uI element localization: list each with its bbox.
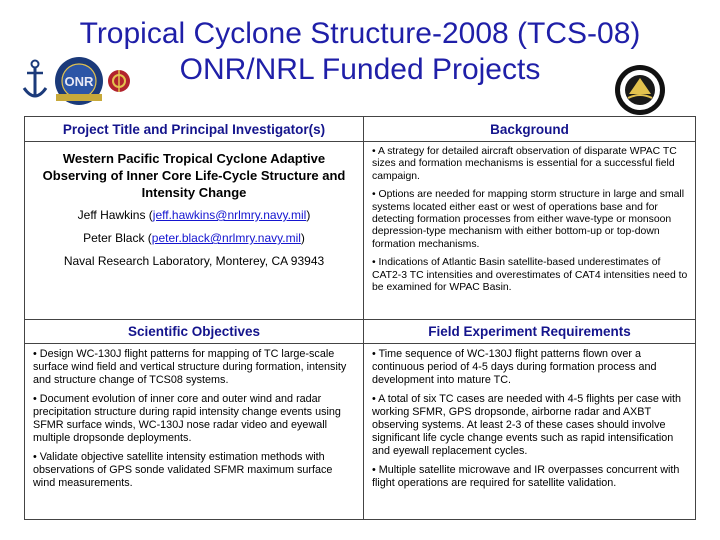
field-requirements-header: Field Experiment Requirements [363,319,695,343]
requirement-bullet: • Time sequence of WC-130J flight patterns flown over a continuous period of 4-5 days during formation process and development into mature TC. [372,348,657,386]
scientific-objectives-header: Scientific Objectives [25,319,363,343]
background-cell [363,141,695,319]
requirement-bullet: • Multiple satellite microwave and IR overpasses concurrent with flight operations are required for satellite validation. [372,464,680,489]
objectives-cell [25,343,363,519]
project-summary-table [24,116,696,520]
objective-bullet: • Document evolution of inner core and outer wind and radar precipitation structure during rapid intensity change events using SFMR surface winds, WC-130J nose radar video and eyewall multiple dropsonde deployments. [33,393,341,444]
project-info-cell [25,141,363,319]
project-title: Western Pacific Tropical Cyclone Adaptive Observing of Inner Core Life-Cycle Structure and Intensity Change [42,151,346,200]
project-title-header: Project Title and Principal Investigator(s) [62,121,326,137]
pi-1-email-link[interactable]: jeff.hawkins@nrlmry.navy.mil [152,208,307,222]
title-line-1: Tropical Cyclone Structure-2008 (TCS-08) [79,17,641,50]
title-line-2: ONR/NRL Funded Projects [179,53,541,86]
anchor-icon [24,61,46,97]
objective-bullet: • Design WC-130J flight patterns for mapping of TC large-scale surface wind field and vertical structure during formation, intensity and structure change of TCS08 systems. [33,348,347,386]
organization: Naval Research Laboratory, Monterey, CA 93943 [63,254,325,268]
requirement-bullet: • A total of six TC cases are needed with 4-5 flights per case with working SFMR, GPS dropsonde, airborne radar and AXBT observing systems. At least 2-3 of these cases should involve significant life cycle change events such as rapid intensification and eyewall replacement cycles. [372,393,682,457]
nrl-seal [614,64,666,116]
pi-2: Peter Black (peter.black@nrlmry.navy.mil) [83,231,305,245]
background-header: Background [363,117,695,141]
background-bullet: • Options are needed for mapping storm structure in large and small systems located either east or west of operations base and for detecting formation processes from either wave-type or monsoon depression-type mechanism with either bottom-up or top-down formation mechanisms. [372,189,685,250]
requirements-cell [363,343,695,519]
objective-bullet: • Validate objective satellite intensity estimation methods with observations of GPS sonde validated SFMR maximum surface wind measurements. [33,451,333,489]
background-bullet: • Indications of Atlantic Basin satellite-based underestimates of CAT2-3 TC intensities and overestimates of CAT4 intensities need to be examined for WPAC Basin. [372,257,688,294]
svg-text:ONR: ONR [64,74,94,89]
background-bullet: • A strategy for detailed aircraft observation of disparate WPAC TC sizes and formation mechanisms is essential for a successful field campaign. [372,146,677,182]
pi-2-email-link[interactable]: peter.black@nrlmry.navy.mil [151,231,301,245]
onr-logo [22,56,134,106]
navy-seal-icon [55,57,103,105]
pi-1: Jeff Hawkins (jeff.hawkins@nrlmry.navy.mil) [77,208,311,222]
marine-emblem-icon [108,70,130,92]
